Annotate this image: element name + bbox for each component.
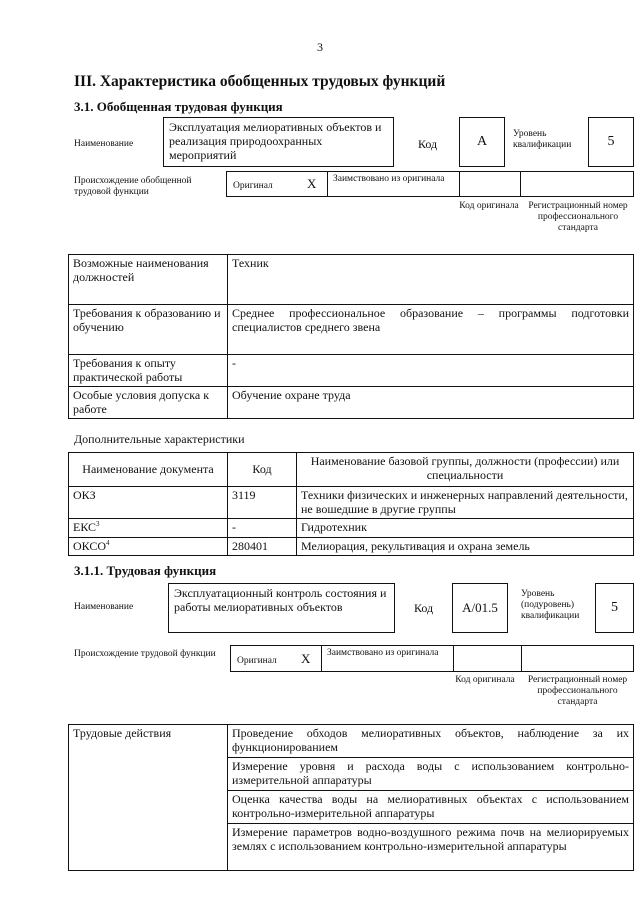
labor-action-item: Измерение уровня и расхода воды с использованием контрольно-измерительной аппаратуры	[228, 758, 634, 791]
table-row	[69, 255, 634, 305]
page-number: 3	[317, 40, 323, 54]
gtf-original-label: Оригинал	[233, 181, 273, 191]
cell-doc	[69, 537, 228, 556]
gtf-name-value: Эксплуатация мелиоративных объектов и реализация природоохранных мероприятий	[163, 117, 394, 167]
tf-origin-box	[230, 645, 634, 672]
cell-doc	[69, 519, 228, 538]
additional-table	[68, 452, 634, 556]
col-header-code: Код	[228, 453, 297, 487]
gtf-code-original-label: Код оригинала	[459, 201, 519, 211]
table-row	[69, 387, 634, 419]
req-label: Возможные наименования должностей	[69, 255, 228, 305]
tf-code-label: Код	[414, 601, 434, 615]
table-row	[69, 725, 634, 758]
tf-original-label: Оригинал	[237, 656, 277, 666]
gtf-origin-label: Происхождение обобщенной трудовой функции	[74, 176, 192, 197]
tf-borrowed-label: Заимствовано из оригинала	[327, 648, 439, 658]
req-value: Обучение охране труда	[228, 387, 634, 419]
cell-code: 3119	[228, 487, 297, 519]
gtf-code-value: A	[459, 117, 505, 167]
gtf-borrowed-label: Заимствовано из оригинала	[333, 174, 445, 184]
gtf-level-label: Уровень квалификации	[513, 129, 572, 150]
tf-reg-number-label: Регистрационный номер профессионального стандарта	[527, 675, 628, 707]
col-header-doc: Наименование документа	[69, 453, 228, 487]
section-title: III. Характеристика обобщенных трудовых функций	[74, 73, 446, 90]
doc-name: ОКСО	[73, 538, 107, 553]
labor-actions-label: Трудовые действия	[69, 725, 228, 871]
gtf-name-label: Наименование	[74, 139, 134, 149]
cell-code: -	[228, 519, 297, 538]
gtf-level-value: 5	[588, 117, 634, 167]
req-label: Требования к образованию и обучению	[69, 305, 228, 355]
gtf-code-label: Код	[418, 137, 438, 151]
gtf-heading: 3.1. Обобщенная трудовая функция	[74, 99, 283, 114]
table-row	[69, 305, 634, 355]
table-row	[69, 519, 634, 538]
tf-name-value: Эксплуатационный контроль состояния и работы мелиоративных объектов	[168, 583, 395, 633]
labor-action-item: Проведение обходов мелиоративных объектов, наблюдение за их функционированием	[228, 725, 634, 758]
req-value: Техник	[228, 255, 634, 305]
tf-level-label: Уровень (подуровень) квалификации	[521, 589, 580, 621]
gtf-origin-box	[226, 171, 634, 197]
doc-name: ЕКС	[73, 520, 97, 534]
tf-original-mark: X	[301, 651, 311, 666]
req-value: Среднее профессиональное образование – программы подготовки специалистов среднего звена	[228, 305, 634, 355]
labor-action-item: Измерение параметров водно-воздушного режима почв на мелиорируемых землях с использованием контрольно-измерительной аппаратуры	[228, 824, 634, 871]
table-row	[69, 355, 634, 387]
table-row	[69, 537, 634, 556]
tf-origin-label: Происхождение трудовой функции	[74, 649, 216, 659]
cell-name: Мелиорация, рекультивация и охрана земель	[297, 537, 634, 556]
req-label: Требования к опыту практической работы	[69, 355, 228, 387]
tf-code-original-label: Код оригинала	[455, 675, 515, 685]
tf-name-label: Наименование	[74, 602, 134, 612]
table-row	[69, 487, 634, 519]
tf-heading: 3.1.1. Трудовая функция	[74, 563, 217, 578]
additional-heading: Дополнительные характеристики	[74, 432, 245, 446]
col-header-name: Наименование базовой группы, должности (профессии) или специальности	[297, 453, 634, 487]
cell-code: 280401	[228, 537, 297, 556]
table-row	[69, 453, 634, 487]
requirements-table	[68, 254, 634, 419]
labor-actions-table	[68, 724, 634, 871]
footnote-mark: 4	[106, 538, 110, 547]
gtf-original-mark: X	[307, 176, 317, 191]
labor-action-item: Оценка качества воды на мелиоративных объектах с использованием контрольно-измерительной аппаратуры	[228, 791, 634, 824]
doc-name: ОКЗ	[73, 488, 96, 502]
tf-level-value: 5	[595, 583, 634, 633]
cell-name: Гидротехник	[297, 519, 634, 538]
cell-name: Техники физических и инженерных направлений деятельности, не вошедшие в другие группы	[297, 487, 634, 519]
req-label: Особые условия допуска к работе	[69, 387, 228, 419]
req-value: -	[228, 355, 634, 387]
cell-doc	[69, 487, 228, 519]
gtf-reg-number-label: Регистрационный номер профессионального стандарта	[528, 201, 628, 233]
footnote-mark: 3	[96, 520, 100, 528]
tf-code-value: A/01.5	[452, 583, 508, 633]
